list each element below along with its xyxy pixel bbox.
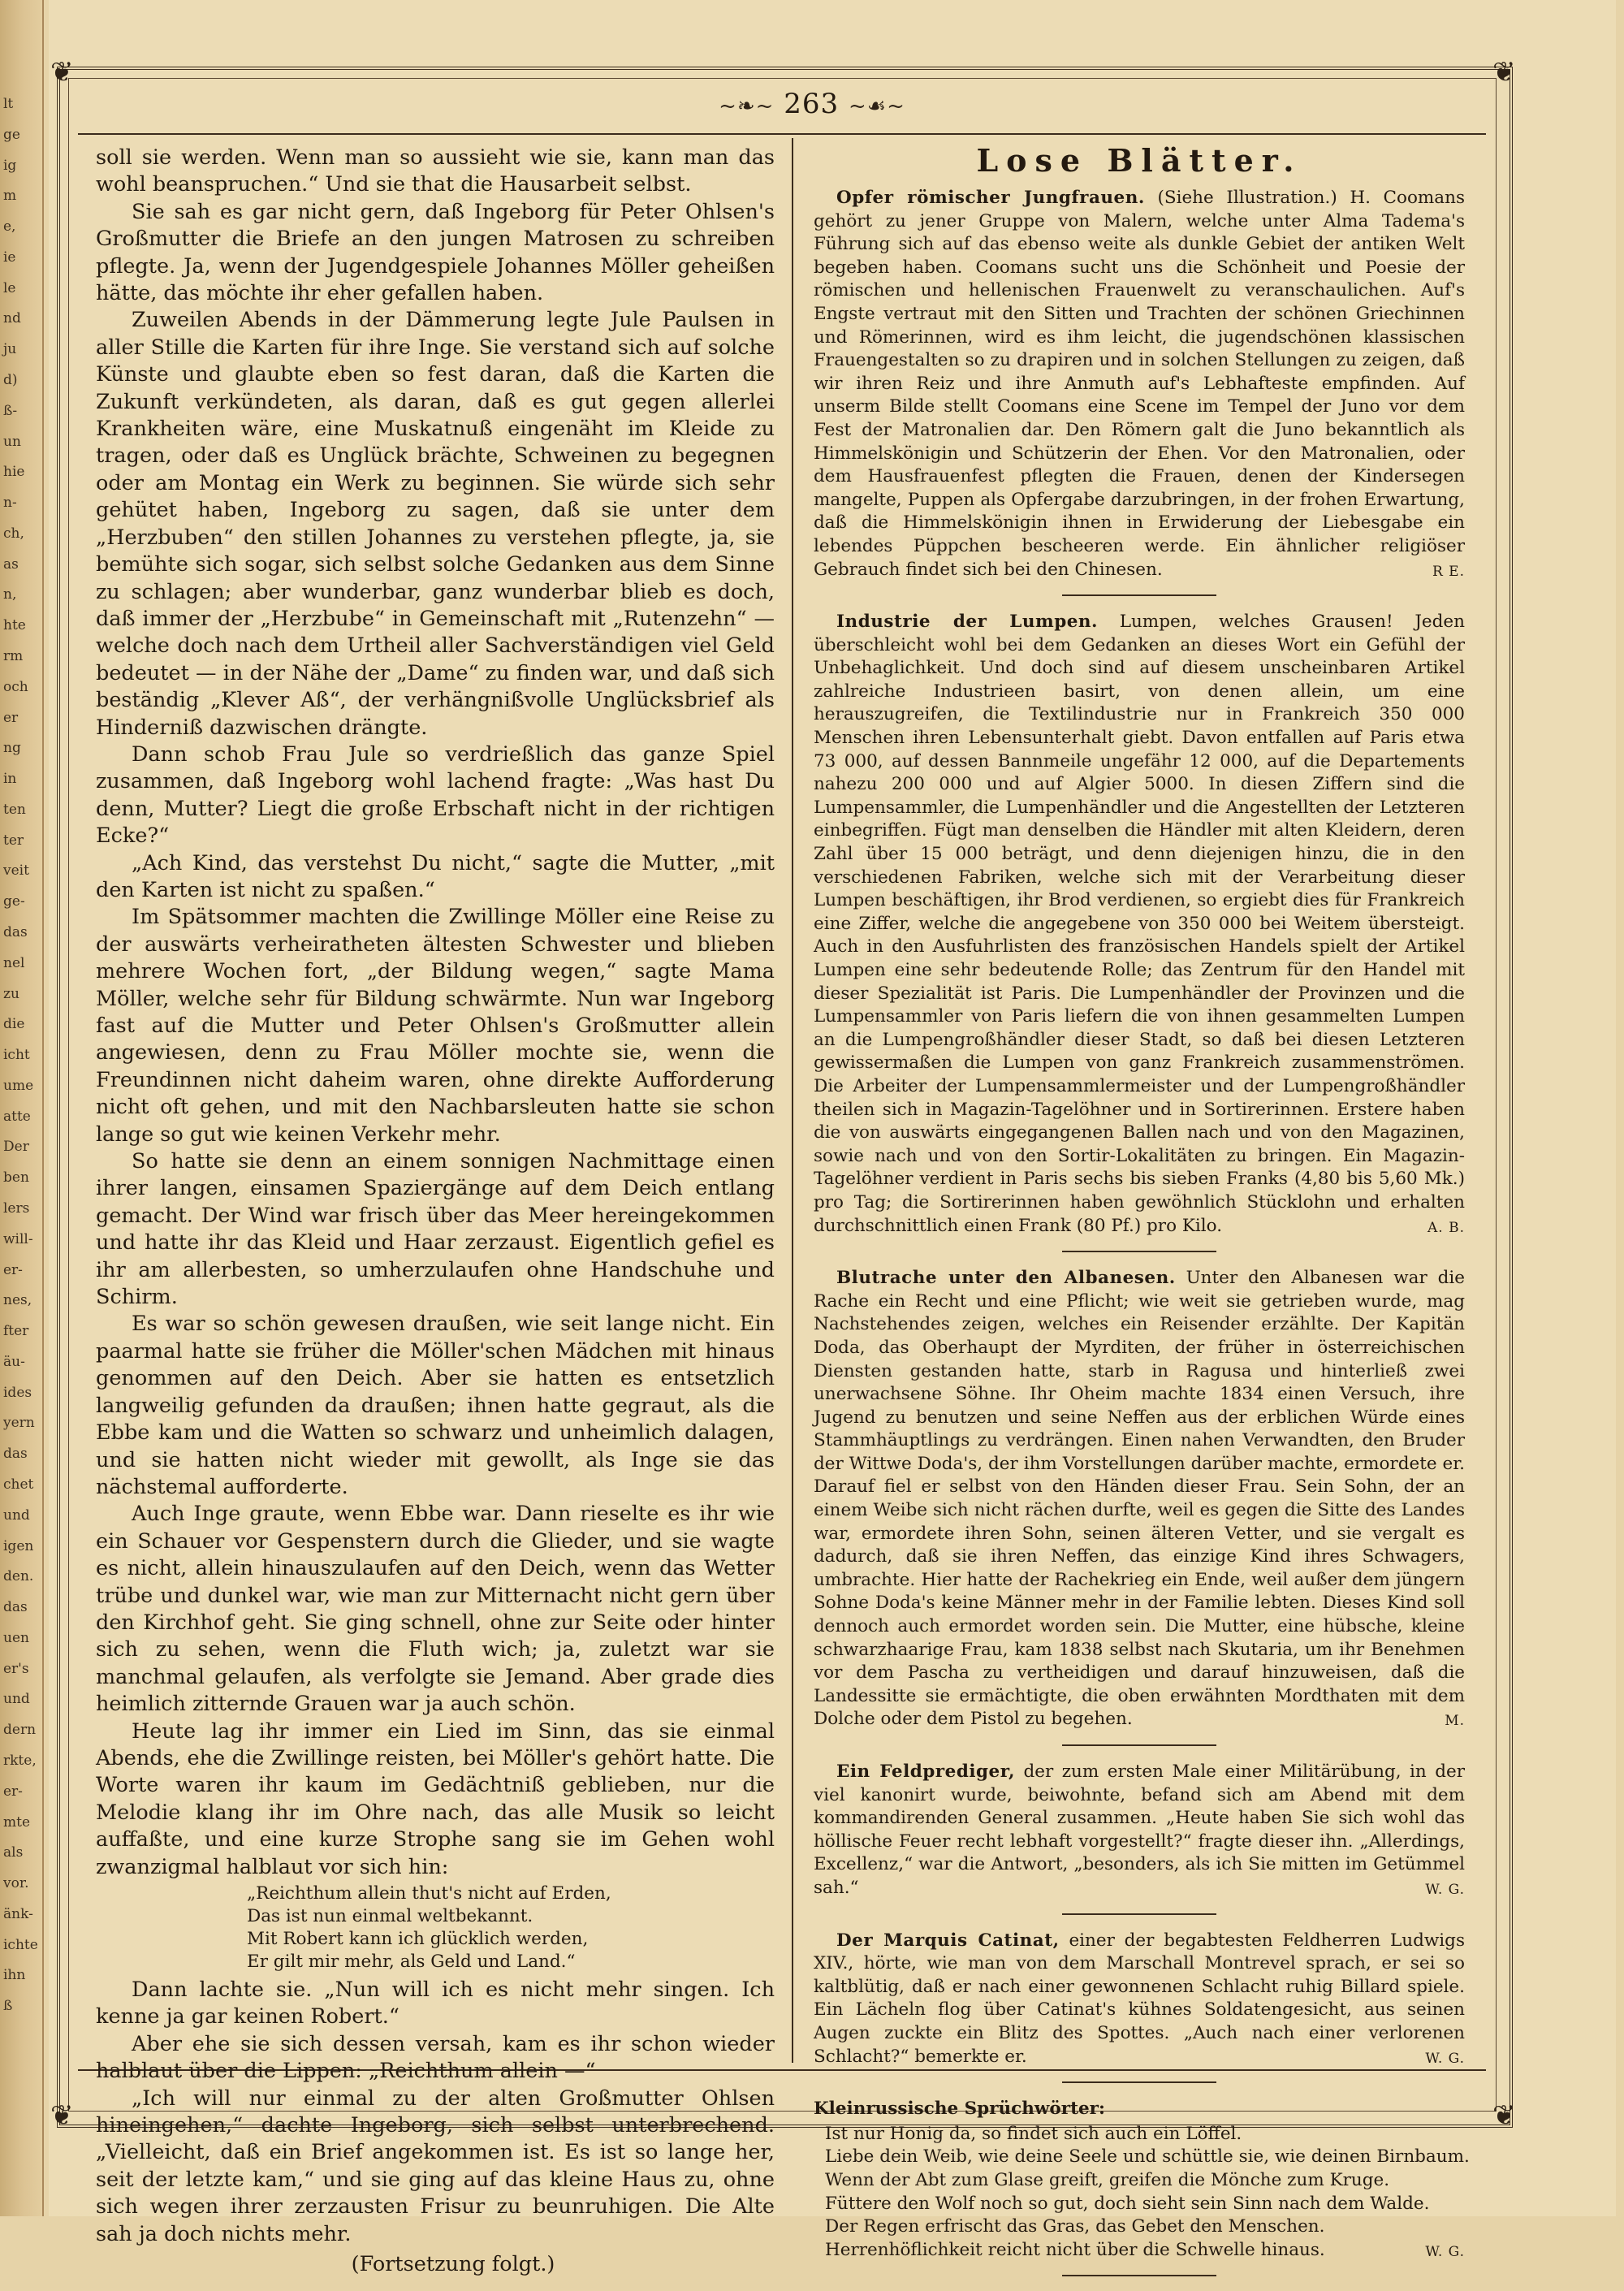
- proverbs-list: [825, 2123, 1470, 2263]
- edge-text-fragment: vor.: [3, 1875, 29, 1891]
- edge-text-fragment: und: [3, 1691, 30, 1707]
- proverb: Füttere den Wolf noch so gut, doch sieht sein Sinn nach dem Walde.: [825, 2193, 1430, 2214]
- edge-text-fragment: das: [3, 1599, 28, 1615]
- column-divider: [792, 138, 793, 2063]
- edge-text-fragment: er-: [3, 1783, 23, 1800]
- edge-text-fragment: den.: [3, 1568, 34, 1584]
- edge-text-fragment: in: [3, 771, 17, 787]
- proverbs-heading: Kleinrussische Sprüchwörter:: [814, 2099, 1105, 2120]
- article: [814, 1930, 1465, 2069]
- edge-text-fragment: ge-: [3, 893, 25, 910]
- edge-text-fragment: ie: [3, 249, 16, 266]
- edge-text-fragment: nes,: [3, 1292, 32, 1308]
- edge-text-fragment: er: [3, 710, 19, 726]
- edge-text-fragment: änk-: [3, 1906, 33, 1922]
- article-text: einer der begabtesten Feldherren Ludwigs XIV., hörte, wie man von dem Marschall Montrevel sprach, er sei so kaltblütig, daß er nach einer gewonnenen Schlacht ruhig Billard spiele. Ein Lächeln flog über Catinat's kühnes Soldatengesicht, aus seinen Augen zuckte ein Blitz des Spottes. „Auch nach einer verlorenen Schlacht?“ bemerkte er.: [814, 1930, 1465, 2067]
- edge-text-fragment: ihn: [3, 1967, 26, 1983]
- edge-text-fragment: atte: [3, 1109, 31, 1125]
- article-separator: [1062, 1744, 1216, 1746]
- story-paragraph: Im Spätsommer machten die Zwillinge Möller eine Reise zu der auswärts verheiratheten ältesten Schwester und blieben mehrere Wochen fort, „der Bildung wegen,“ sagte Mama Möller, welche sehr für Bildung schwärmte. Nun war Ingeborg fast auf die Mutter und Peter Ohlsen's Großmutter allein angewiesen, denn zu Frau Möller mochte sie, wenn die Freundinnen nicht daheim waren, ohne direkte Aufforderung nicht oft gehen, und mit den Nachbarsleuten hatte sie schon lange so gut wie keinen Verkehr mehr.: [96, 905, 775, 1147]
- edge-text-fragment: Der: [3, 1139, 29, 1155]
- edge-text-fragment: äu-: [3, 1354, 25, 1370]
- edge-text-fragment: rm: [3, 648, 24, 664]
- edge-text-fragment: zu: [3, 986, 19, 1002]
- edge-text-fragment: chet: [3, 1476, 34, 1493]
- ornament-left-icon: ~❧~: [719, 94, 775, 119]
- edge-text-fragment: lt: [3, 96, 14, 112]
- article-heading: Blutrache unter den Albanesen.: [836, 1268, 1176, 1289]
- proverb: Wenn der Abt zum Glase greift, greifen die Mönche zum Kruge.: [825, 2169, 1390, 2190]
- edge-text-fragment: as: [3, 556, 19, 573]
- edge-text-fragment: das: [3, 1446, 28, 1462]
- left-column: [96, 145, 775, 2278]
- edge-text-fragment: lers: [3, 1200, 30, 1217]
- verse-line: Er gilt mir mehr, als Geld und Land.“: [247, 1952, 576, 1972]
- article-signature: A. B.: [1427, 1219, 1465, 1236]
- edge-text-fragment: yern: [3, 1415, 35, 1431]
- edge-text-fragment: d): [3, 372, 18, 388]
- edge-text-fragment: als: [3, 1844, 24, 1861]
- page-number-header: [0, 88, 1624, 120]
- article-signature: R E.: [1432, 563, 1465, 580]
- article: [814, 1761, 1465, 1900]
- article-separator: [1062, 2275, 1216, 2276]
- edge-text-fragment: er's: [3, 1661, 29, 1677]
- edge-text-fragment: ß-: [3, 403, 18, 419]
- verse-line: „Reichthum allein thut's nicht auf Erden,: [247, 1883, 611, 1904]
- article: [814, 187, 1465, 581]
- edge-text-fragment: ig: [3, 158, 17, 174]
- edge-text-fragment: uen: [3, 1630, 29, 1646]
- article-separator: [1062, 594, 1216, 596]
- edge-text-fragment: n-: [3, 495, 17, 511]
- binding-edge: [0, 0, 44, 2216]
- edge-text-fragment: ides: [3, 1385, 32, 1401]
- article-separator: [1062, 1913, 1216, 1915]
- edge-text-fragment: e,: [3, 218, 16, 235]
- article-signature: W. G.: [1425, 2050, 1465, 2067]
- article-separator: [1062, 2081, 1216, 2083]
- edge-text-fragment: n,: [3, 586, 17, 603]
- edge-text-fragment: le: [3, 280, 16, 296]
- continuation-note: (Fortsetzung folgt.): [351, 2252, 555, 2277]
- article-heading: Opfer römischer Jungfrauen.: [836, 188, 1145, 208]
- verse-line: Mit Robert kann ich glücklich werden,: [247, 1929, 589, 1949]
- story-paragraph: Zuweilen Abends in der Dämmerung legte Jule Paulsen in aller Stille die Karten für ihre Inge. Sie verstand sich auf solche Künste und glaubte eben so fest daran, daß die Karten die Zukunft verkündeten, als daran, daß es gut gegen allerlei Krankheiten wäre, eine Muskatnuß eingenäht im Kleide zu tragen, oder daß es Unglück brächte, Schweinen zu begegnen oder am Montag ein Werk zu beginnen. Sie würde sich sehr gehütet haben, Ingeborg zu sagen, daß sie unter dem „Herzbuben“ den stillen Johannes zu verstehen pflegte, ja, sie bemühte sich sogar, sich selbst solche Gedanken aus dem Sinne zu schlagen; aber wunderbar, ganz wunderbar blieb es doch, daß immer der „Herzbube“ in Gemeinschaft mit „Rutenzehn“ — welche doch nach dem Urtheil aller Sachverständigen viel Geld bedeutet — in der Nähe der „Dame“ zu finden war, und daß sich beständig „Klever Aß“, der verhängnißvolle Unglücksbrief als Hinderniß dazwischen drängte.: [96, 308, 775, 740]
- corner-flourish-icon: ❦: [1492, 56, 1516, 89]
- edge-text-fragment: hie: [3, 464, 25, 480]
- story-paragraph: So hatte sie denn an einem sonnigen Nachmittage einen ihrer langen, einsamen Spaziergänge auf dem Deich entlang gemacht. Der Wind war frisch über das Meer hereingekommen und hatte ihr das Kleid und Haar zerzaust. Eigentlich gefiel es ihr am allerbesten, so umherzulaufen ohne Handschuhe und Schirm.: [96, 1149, 775, 1310]
- story-paragraph: Heute lag ihr immer ein Lied im Sinn, das sie einmal Abends, ehe die Zwillinge reisten, bei Möller's gehört hatte. Die Worte waren ihr kaum im Gedächtniß geblieben, nur die Melodie klang ihr im Ohre nach, das alle Musik so leicht auffaßte, und eine kurze Strophe sang sie im Gehen wohl zwanzigmal halblaut vor sich hin:: [96, 1718, 775, 1879]
- article-heading: Der Marquis Catinat,: [836, 1930, 1060, 1951]
- story-paragraph: soll sie werden. Wenn man so aussieht wie sie, kann man das wohl beanspruchen.“ Und sie that die Hausarbeit selbst.: [96, 145, 775, 197]
- edge-text-fragment: ju: [3, 341, 17, 357]
- edge-text-fragment: ume: [3, 1078, 34, 1094]
- edge-text-fragment: m: [3, 188, 17, 204]
- article-heading: Industrie der Lumpen.: [836, 612, 1099, 633]
- edge-text-fragment: ben: [3, 1169, 29, 1186]
- verse-line: Das ist nun einmal weltbekannt.: [247, 1906, 533, 1926]
- story-paragraph: „Ach Kind, das verstehst Du nicht,“ sagte die Mutter, „mit den Karten ist nicht zu spaßen.“: [96, 850, 775, 902]
- edge-text-fragment: ichte: [3, 1937, 38, 1953]
- edge-text-fragment: das: [3, 924, 28, 940]
- story-paragraph: Dann lachte sie. „Nun will ich es nicht mehr singen. Ich kenne ja gar keinen Robert.“: [96, 1978, 775, 2029]
- story-paragraph: Auch Inge graute, wenn Ebbe war. Dann rieselte es ihr wie ein Schauer vor Gespenstern durch die Glieder, und sie wagte es nicht, allein hinauszulaufen auf den Deich, wenn das Wetter trübe und dunkel war, wie man zur Mitternacht nicht gern über den Kirchhof geht. Sie ging schnell, ohne zur Seite oder hinter sich zu sehen, wenn die Fluth wich; ja, zuletzt war sie manchmal gelaufen, als verfolgte sie Jemand. Aber grade dies heimlich zitternde Grauen war ja auch schön.: [96, 1502, 775, 1717]
- edge-text-fragment: veit: [3, 862, 29, 879]
- ornament-right-icon: ~☙~: [849, 94, 905, 119]
- proverb: Liebe dein Weib, wie deine Seele und schüttle sie, wie deinen Birnbaum.: [825, 2146, 1470, 2168]
- story-paragraph: Aber ehe sie sich dessen versah, kam es ihr schon wieder halblaut über die Lippen: „Reichthum allein —“: [96, 2031, 775, 2084]
- corner-flourish-icon: ❦: [50, 2099, 74, 2132]
- edge-text-fragment: er-: [3, 1262, 23, 1278]
- edge-text-fragment: ß: [3, 1998, 13, 2014]
- story-paragraph: Sie sah es gar nicht gern, daß Ingeborg für Peter Ohlsen's Großmutter die Briefe an den jungen Matrosen zu schreiben pflegte. Ja, wenn der Jugendgespiele Johannes Möller geheißen hätte, das möchte ihr eher gefallen haben.: [96, 199, 775, 306]
- article-heading: Ein Feldprediger,: [836, 1761, 1015, 1782]
- article-signature: M.: [1445, 1713, 1465, 1730]
- edge-text-fragment: ng: [3, 740, 21, 756]
- page-number: 263: [784, 88, 840, 120]
- edge-text-fragment: ten: [3, 802, 26, 818]
- edge-text-fragment: die: [3, 1016, 25, 1032]
- edge-text-fragment: nel: [3, 955, 25, 971]
- story-paragraph: „Ich will nur einmal zu der alten Großmutter Ohlsen hineingehen,“ dachte Ingeborg, sich selbst unterbrechend. „Vielleicht, daß ein Brief angekommen ist. Es ist so lange her, seit der letzte kam,“ und sie ging auf das kleine Haus zu, ohne sich wegen ihrer zerzausten Frisur zu beunruhigen. Die Alte sah ja doch nichts mehr.: [96, 2086, 775, 2246]
- top-rule: [78, 133, 1486, 135]
- article-text: der zum ersten Male einer Militärübung, in der viel kanonirt wurde, beiwohnte, befand sich am Abend mit dem kommandirenden General zusammen. „Heute haben Sie sich wohl das höllische Feuer recht lebhaft vorgestellt?“ fragte dieser ihn. „Allerdings, Excellenz,“ war die Antwort, „besonders, als ich Sie mitten im Getümmel sah.“: [814, 1761, 1465, 1898]
- edge-text-fragment: icht: [3, 1047, 30, 1063]
- proverb: Der Regen erfrischt das Gras, das Gebet den Menschen.: [825, 2216, 1325, 2237]
- proverb: Herrenhöflichkeit reicht nicht über die Schwelle hinaus.: [825, 2239, 1325, 2260]
- edge-text-fragment: och: [3, 679, 28, 695]
- article-text: Lumpen, welches Grausen! Jeden überschleicht wohl bei dem Gedanken an dieses Wort ein Gefühl der Unbehaglichkeit. Und doch sind auf diesem unscheinbaren Artikel zahlreiche Industrieen basirt, von denen allein, um eine herauszugreifen, die Textilindustrie nur in Frankreich 350 000 Menschen ihren Lebensunterhalt giebt. Davon entfallen auf Paris etwa 73 000, auf dessen Bannmeile ungefähr 12 000, auf die Departements nahezu 200 000 und auf Algier 5000. In diesen Ziffern sind die Lumpensammler, die Lumpenhändler und die Angestellten der Letzteren einbegriffen. Fügt man denselben die Händler mit alten Kleidern, deren Zahl über 15 000 beträgt, und denn diejenigen hinzu, die in den verschiedenen Fabriken, welche sich mit der Verarbeitung dieser Lumpen beschäftigen, ihr Brod verdienen, so ergiebt dies für Frankreich eine Ziffer, welche die angegebene von 350 000 bei Weitem übersteigt. Auch in den Ausfuhrlisten des französischen Handels spielt der Artikel Lumpen eine sehr bedeutende Rolle; das Zentrum für den Handel mit dieser Spezialität ist Paris. Die Lumpenhändler der Provinzen und die Lumpensammler von Paris liefern die von ihnen gesammelten Lumpen an die Lumpengroßhändler dieser Stadt, so daß bei diesen Letzteren gewissermaßen die Lumpen von ganz Frankreich zusammenströmen. Die Arbeiter der Lumpensammlermeister und der Lumpengroßhändler theilen sich in Magazin-Tagelöhner und in Sortirerinnen. Erstere haben die von auswärts eingegangenen Ballen nach und von den Magazinen, sowie nach und von den Sortir-Lokalitäten zu bringen. Ein Magazin-Tagelöhner verdient in Paris sechs bis sieben Franks (4,80 bis 5,60 Mk.) pro Tag; die Sortirerinnen haben gewöhnlich Stücklohn und erhalten durchschnittlich einen Frank (80 Pf.) pro Kilo.: [814, 612, 1465, 1236]
- edge-text-fragment: mte: [3, 1814, 31, 1831]
- edge-text-fragment: fter: [3, 1323, 29, 1339]
- edge-text-fragment: nd: [3, 310, 21, 326]
- song-verse: [247, 1883, 775, 1973]
- edge-text-fragment: igen: [3, 1538, 34, 1554]
- edge-text-fragment: dern: [3, 1722, 37, 1738]
- edge-text-fragment: ter: [3, 832, 24, 849]
- story-paragraph: Dann schob Frau Jule so verdrießlich das ganze Spiel zusammen, daß Ingeborg wohl lachend fragte: „Was hast Du denn, Mutter? Liegt die große Erbschaft nicht in der richtigen Ecke?“: [96, 741, 775, 849]
- edge-text-fragment: un: [3, 434, 21, 450]
- corner-flourish-icon: ❦: [1492, 2099, 1516, 2132]
- edge-text-fragment: ch,: [3, 525, 24, 542]
- article-text: (Siehe Illustration.) H. Coomans gehört zu jener Gruppe von Malern, welche unter Alma Tadema's Führung sich auf das ebenso weite als dunkle Gebiet der antiken Welt begeben haben. Coomans sucht uns die Schönheit und Poesie der römischen und hellenischen Frauenwelt zu veranschaulichen. Auf's Engste vertraut mit den Sitten und Trachten der schönen Griechinnen und Römerinnen, wird es ihm leicht, die jugendschönen klassischen Frauengestalten so zu drapiren und in solchen Stellungen zu zeigen, daß wir ihren Reiz und ihre Anmuth auf's Lebhafteste empfinden. Auf unserm Bilde stellt Coomans eine Scene im Tempel der Juno vor dem Fest der Matronalien dar. Den Römern galt die Juno bekanntlich als Himmelskönigin und Schützerin der Ehen. Vor den Matronalien, oder dem Hausfrauenfest pflegten die Frauen, denen der Kindersegen mangelte, Puppen als Opfergabe darzubringen, in der frohen Erwartung, daß die Himmelskönigin ihnen in Erwiderung der Liebesgabe ein lebendes Püppchen bescheeren werde. Ein ähnlicher religiöser Gebrauch findet sich bei den Chinesen.: [814, 188, 1465, 580]
- edge-text-fragment: hte: [3, 617, 26, 633]
- edge-text-fragment: will-: [3, 1231, 33, 1247]
- edge-text-fragment: ge: [3, 127, 20, 143]
- proverb: Ist nur Honig da, so findet sich auch ein Löffel.: [825, 2123, 1242, 2144]
- edge-text-fragment: rkte,: [3, 1753, 37, 1769]
- article: [814, 1267, 1465, 1731]
- article-signature: W. G.: [1425, 1881, 1465, 1898]
- right-column: [802, 142, 1476, 2291]
- section-title: Lose Blätter.: [976, 142, 1302, 179]
- proverbs-signature: W. G.: [1425, 2243, 1465, 2260]
- article: [814, 611, 1465, 1238]
- corner-flourish-icon: ❦: [50, 56, 74, 89]
- story-paragraph: Es war so schön gewesen draußen, wie seit lange nicht. Ein paarmal hatte sie früher die Möller'schen Mädchen mit hinaus genommen auf den Deich. Aber sie hatten es entsetzlich langweilig gefunden da draußen; ihnen hatte gegraut, als die Ebbe kam und die Watten so schwarz und unheimlich dalagen, und sie hatten nicht wieder mit gewollt, als Inge sie das nächstemal aufforderte.: [96, 1312, 775, 1499]
- article-text: Unter den Albanesen war die Rache ein Recht und eine Pflicht; wie weit sie getrieben wurde, mag Nachstehendes zeigen, welches ein Reisender erzählte. Der Kapitän Doda, das Oberhaupt der Myrditen, der früher in österreichischen Diensten gestanden hatte, starb in Ragusa und hinterließ zwei unerwachsene Söhne. Ihr Oheim machte 1834 einen Versuch, ihre Jugend zu benutzen und seine Neffen aus der erblichen Würde eines Stammhäuptlings zu verdrängen. Einen nahen Verwandten, den Bruder der Wittwe Doda's, der ihm Vorstellungen darüber machte, ermordete er. Darauf fiel er selbst von den Händen dieser Frau. Sein Sohn, der an einem Weibe sich nicht rächen durfte, weil es gegen die Sitte des Landes war, ermordete ihren Sohn, seinen älteren Vetter, und sie vergalt es dadurch, daß sie ihren Neffen, das einzige Kind ihres Schwagers, umbrachte. Hier hatte der Rachekrieg ein Ende, weil außer dem jüngern Sohne Doda's keine Männer mehr in der Familie lebten. Dieses Kind soll dennoch auch ermordet worden sein. Die Mutter, eine hübsche, kleine schwarzhaarige Frau, kam 1838 selbst nach Skutaria, um ihr Benehmen vor dem Pascha zu vertheidigen und darauf hinzuweisen, daß die Landessitte sie ermächtigte, die oben erwähnten Mordthaten mit dem Dolche oder dem Pistol zu begehen.: [814, 1268, 1465, 1730]
- article-separator: [1062, 1251, 1216, 1252]
- edge-text-fragment: und: [3, 1507, 30, 1524]
